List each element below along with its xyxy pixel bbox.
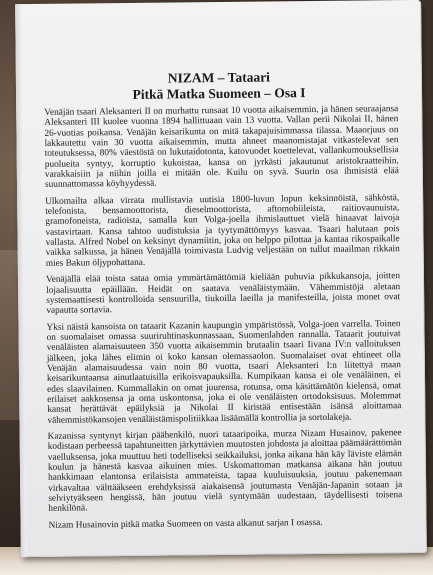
blurb-paragraph-2: Ulkomailta alkaa virrata mullistavia uutisia 1800-luvun lopun keksinnöistä, sähköstä, telefonista, bensamoottorista, dieselmoottorista, aftomobiileista, raitiovaunuista, gramofoneista, radioista, samalla kun Volga-joella ihmislauttuet vielä hinaavat laivoja vastavirtaan. Kansa tahtoo uudistuksia ja tyytymättömyys kasvaa. Tsaari halutaan pois vallasta. Alfred Nobel on keksinyt dynamiitin, joka on helppo pilottaa ja kantaa rikospaikalle vaikka salkussa, ja hänen Venäjällä toimivasta Ludvig veljestään on tullut maailman rikkain mies Bakun öljypohattana. <box>45 192 400 269</box>
blurb-closing: Nizam Husainovin pitkä matka Suomeen on vasta alkanut sarjan I osassa. <box>48 517 323 531</box>
blurb-paragraph-3: Venäjällä elää toista sataa omia ymmärtämättömiä kieliään puhuvia pikkukansoja, joitten lojaalisuutta epäillään. Heidät on saatava venäläistymään. Vähemmistöjä aletaan systemaattisesti kontrolloida sensuurilla, tiukoilla laeilla ja manifesteilla, joista monet ovat vapautta sortavia. <box>45 271 401 317</box>
book-back-cover <box>15 0 427 557</box>
book-title: NIZAM – Tataari <box>167 69 270 86</box>
blurb-text <box>44 104 402 537</box>
blurb-paragraph-4: Yksi näistä kansoista on tataarit Kazanin kaupungin ympäristössä, Volga-joen varrella. Toinen on suomalaiset omassa suuriruhtinaskunnassaan, Suomenlahden rannalla. Tataarit joutuivat venäläisten alamaisuuteen 350 vuotta aikaisemmin brutaalin tsaari Iivana IV:n valloituksen jälkeen, joka lähes elimin oi koko kansan olemassaolon. Suomalaiset ovat ehtineet olla Venäjän alamaisuudessa vain noin 80 vuotta, tsaari Aleksanteri I:n liitettyä maan keisarikuntaansa ainutlaatuisilla erikoisvapauksilla. Kumpikaan kansa ei ole venäläinen, ei edes slaavilainen. Kummallakin on omat juurensa, rotunsa, oma käsittämätön kielensä, omat erilaiset aakkosensa ja oma uskontonsa, joka ei ole venäläisten ortodoksisuus. Molemmat kansat herättävät epäilyksiä ja Nikolai II kiristää entisestään isänsä aloittamaa vähemmistökansojen venäläistämispolitiikkaa lisäämällä kontrollia ja sortolakeja. <box>46 318 402 426</box>
blurb-paragraph-1: Venäjän tsaari Aleksanteri II on murhattu runsaat 10 vuotta aikaisemmin, ja hänen seuraajansa Aleksanteri III kuolee vuonna 1894 hallittuaan vain 13 vuotta. Vallan perii Nikolai II, hänen 26-vuotias poikansa. Venäjän keisarikunta on mitä takapajuisimmassa tilassa. Maaorjuus on lakkautettu vain 30 vuotta aikaisemmin, mutta ahneet maanomistajat vitkastelevat sen toteutuksessa, 80% väestöstä on lukutaidotonta, katovuodet koettelevat, vallankumouksellisia puolueita syntyy, korruptio kukoistaa, kansa on jyrkästi jakautunut aristokraatteihin, varakkaisiin ja niihin joilla ei mitään ole. Kuilu on syvä. Suurin osa ihmisistä elää suunnattomassa köyhyydessä. <box>44 104 399 191</box>
blurb-paragraph-5: Kazanissa syntynyt kirjan päähenkilö, nuori tataaripoika, murza Nizam Husainov, pakenee kodistaan perheessä tapahtuneitten järkyttävien muutosten johdosta ja aloittaa päämäärättömän vaelluksensa, joka muuttuu heti todelliseksi seikkailuksi, jonka aikana hän käy läviste elämän koulun ja hänestä kasvaa aikuinen mies. Uskomattoman matkansa aikana hän joutuu hankkimaan elantonsa erilaisista ammateista, tapaa kuuluisuuksia, joutuu pakenemaan virkavaltaa välttääkseen erehdyksissä aiakaisensä joutumasta Venäjän-Japanin sotaan ja selviytyäkseen hengissä, hän joutuu vielä syntymään uudestaan, täydellisesti toisena henkilönä. <box>47 428 403 515</box>
book-subtitle: Pitkä Matka Suomeen – Osa I <box>132 85 306 102</box>
book-title-block <box>16 68 422 104</box>
